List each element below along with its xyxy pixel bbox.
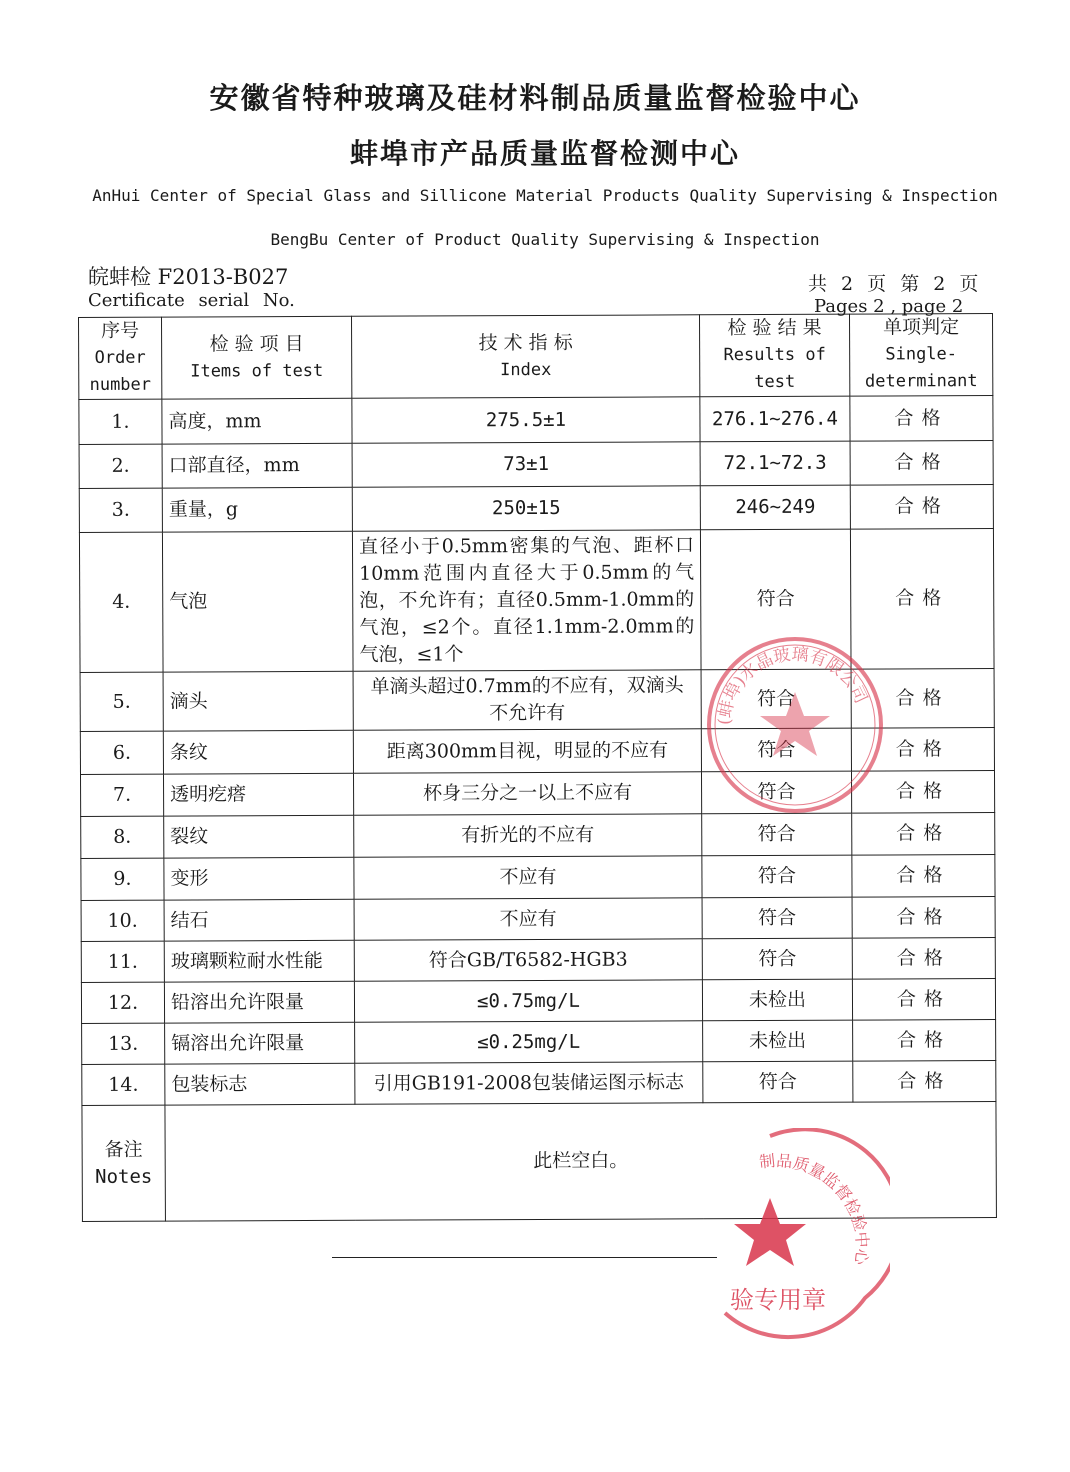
row-item: 裂纹	[164, 815, 354, 858]
row-index: 73±1	[352, 442, 700, 488]
row-result: 未检出	[703, 1020, 853, 1062]
row-result: 246~249	[700, 485, 850, 530]
header-index	[351, 315, 699, 399]
row-index: 引用GB191-2008包装储运图示标志	[355, 1062, 703, 1105]
header-order	[79, 317, 162, 399]
row-result: 符合	[702, 855, 852, 898]
row-index: ≤0.75mg/L	[354, 980, 702, 1023]
row-judgement: 合格	[852, 897, 995, 939]
row-result: 符合	[702, 938, 852, 980]
header-item	[162, 316, 352, 399]
header-order-en-2: number	[89, 374, 152, 395]
row-judgement: 合格	[852, 855, 995, 898]
title-en-primary: AnHui Center of Special Glass and Sillicone Material Products Quality Supervising & Inspection	[92, 186, 998, 205]
header-result-cn: 检 验 结 果	[727, 316, 822, 340]
row-result: 符合	[702, 897, 852, 939]
header-judge-cn: 单项判定	[882, 316, 960, 339]
table-row	[81, 897, 995, 942]
row-item: 结石	[164, 899, 354, 941]
row-number: 14.	[82, 1064, 165, 1105]
table-row	[80, 771, 994, 817]
notes-label-cn: 备注	[104, 1138, 143, 1161]
row-item: 气泡	[162, 531, 353, 672]
row-item: 变形	[164, 857, 354, 900]
row-index: 单滴头超过0.7mm的不应有，双滴头不允许有	[353, 670, 701, 731]
header-result	[699, 314, 849, 397]
row-number: 5.	[80, 672, 163, 731]
header-order-en-1: Order	[94, 347, 146, 368]
table-row	[81, 979, 995, 1024]
row-judgement: 合格	[851, 728, 994, 772]
header-judge-en-2: determinant	[864, 371, 978, 392]
header-judge-en-1: Single-	[885, 344, 958, 365]
row-judgement: 合格	[851, 771, 994, 814]
row-judgement: 合格	[852, 979, 995, 1021]
row-number: 2.	[79, 444, 162, 488]
row-judgement: 合格	[850, 396, 993, 442]
row-judgement: 合格	[853, 1020, 996, 1062]
row-item: 高度，mm	[162, 398, 352, 444]
row-number: 3.	[79, 488, 162, 532]
row-number: 6.	[80, 731, 163, 774]
row-index: 直径小于0.5mm密集的气泡、距杯口10mm范围内直径大于0.5mm的气泡，不允许有；直径0.5mm-1.0mm的气泡，≤2个。直径1.1mm-2.0mm的气泡，≤1个	[352, 530, 701, 672]
header-result-en-2: test	[754, 371, 796, 393]
row-index: 250±15	[352, 486, 700, 532]
row-judgement: 合格	[850, 441, 993, 486]
row-result: 符合	[701, 669, 851, 729]
row-result: 72.1~72.3	[700, 441, 850, 486]
table-row	[81, 813, 995, 859]
row-number: 9.	[81, 858, 164, 900]
company-seal-text: (蚌埠)水晶玻璃有限公司	[714, 644, 871, 726]
row-result: 未检出	[702, 979, 852, 1021]
notes-label-en: Notes	[95, 1165, 153, 1188]
notes-row	[82, 1102, 996, 1222]
row-result: 符合	[703, 1061, 853, 1103]
table-row	[81, 855, 995, 901]
row-index: 杯身三分之一以上不应有	[353, 772, 701, 816]
table-row	[80, 728, 994, 775]
page-count-en: Pages 2 , page 2	[814, 296, 964, 317]
row-index: 距离300mm目视，明显的不应有	[353, 729, 701, 774]
row-number: 8.	[81, 816, 164, 858]
title-en-secondary: BengBu Center of Product Quality Supervising & Inspection	[270, 230, 820, 249]
table-header-row	[79, 314, 993, 400]
row-item: 条纹	[163, 730, 353, 774]
row-number: 13.	[82, 1023, 165, 1064]
row-result: 276.1~276.4	[700, 396, 850, 442]
row-item: 透明疙瘩	[163, 773, 353, 816]
row-item: 滴头	[163, 671, 353, 731]
row-result: 符合	[701, 771, 851, 814]
row-judgement: 合格	[852, 938, 995, 980]
row-index: 不应有	[354, 898, 702, 941]
header-index-cn: 技 术 指 标	[478, 331, 573, 354]
notes-text: 此栏空白。	[165, 1102, 996, 1222]
header-item-en: Items of test	[190, 360, 324, 382]
row-index: ≤0.25mg/L	[355, 1021, 703, 1064]
row-judgement: 合格	[850, 485, 993, 530]
row-number: 12.	[81, 982, 164, 1023]
header-item-cn: 检 验 项 目	[209, 332, 304, 355]
row-judgement: 合格	[853, 1061, 996, 1103]
signature-line	[332, 1257, 717, 1258]
row-item: 重量，g	[162, 487, 352, 532]
table-row	[79, 441, 993, 489]
title-cn-secondary: 蚌埠市产品质量监督检测中心	[349, 137, 740, 170]
header-result-en-1: Results of	[723, 344, 826, 366]
inspection-seal-text: 制品质量监督检验中心	[758, 1150, 872, 1266]
certificate-serial-label: Certificate serial No.	[88, 290, 295, 311]
row-index: 符合GB/T6582-HGB3	[354, 939, 702, 982]
header-index-en: Index	[500, 359, 552, 380]
row-number: 7.	[80, 774, 163, 816]
row-item: 铅溶出允许限量	[164, 981, 354, 1023]
row-judgement: 合格	[851, 669, 994, 729]
row-index: 有折光的不应有	[354, 814, 702, 858]
row-judgement: 合格	[850, 529, 994, 670]
header-order-cn: 序号	[100, 319, 140, 342]
table-row	[79, 485, 993, 533]
header-judge	[849, 314, 992, 397]
row-item: 口部直径，mm	[162, 443, 352, 488]
table-row	[81, 938, 995, 983]
inspection-seal-bottom-text: 验专用章	[730, 1286, 826, 1314]
inspection-results-table	[78, 313, 997, 1222]
row-number: 10.	[81, 900, 164, 941]
table-row	[80, 669, 994, 732]
row-item: 玻璃颗粒耐水性能	[164, 940, 354, 982]
row-result: 符合	[701, 728, 851, 772]
table-row	[79, 529, 994, 673]
row-item: 包装标志	[165, 1063, 355, 1105]
table-row	[79, 396, 993, 445]
row-number: 1.	[79, 399, 162, 444]
row-result: 符合	[700, 529, 851, 670]
row-number: 11.	[81, 941, 164, 982]
title-cn-primary: 安徽省特种玻璃及硅材料制品质量监督检验中心	[209, 81, 861, 115]
page-count-cn: 共 2 页 第 2 页	[808, 273, 983, 295]
certificate-number: 皖蚌检 F2013-B027	[88, 265, 289, 289]
row-index: 275.5±1	[352, 397, 700, 444]
row-index: 不应有	[354, 856, 702, 900]
table-row	[82, 1061, 996, 1106]
row-item: 镉溶出允许限量	[165, 1022, 355, 1064]
row-result: 符合	[702, 813, 852, 856]
table-row	[82, 1020, 996, 1065]
row-number: 4.	[79, 532, 163, 672]
row-judgement: 合格	[852, 813, 995, 856]
notes-label	[82, 1105, 166, 1221]
